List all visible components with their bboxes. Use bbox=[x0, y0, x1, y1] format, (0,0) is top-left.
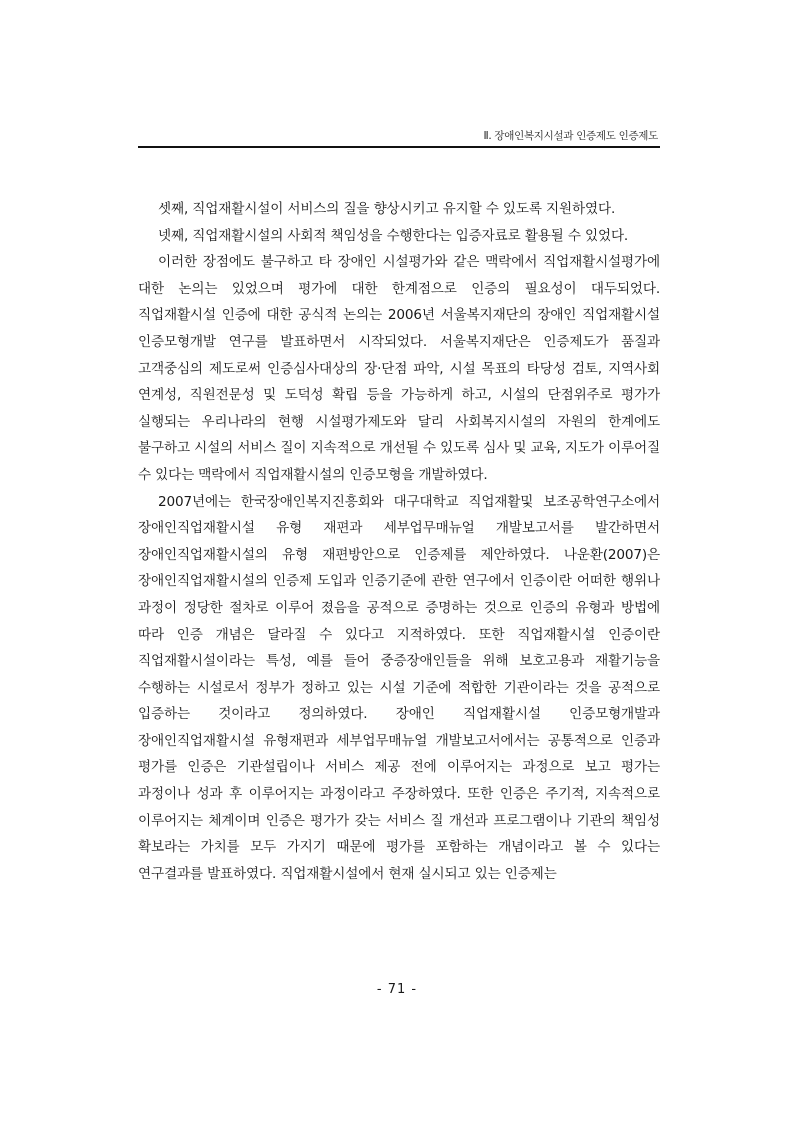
body-text bbox=[138, 196, 660, 887]
paragraph: 셋째, 직업재활시설이 서비스의 질을 향상시키고 유지할 수 있도록 지원하였다. bbox=[158, 201, 616, 217]
paragraph: 넷째, 직업재활시설의 사회적 책임성을 수행한다는 입증자료로 활용될 수 있었다. bbox=[158, 227, 629, 244]
paragraph: 2007년에는 한국장애인복지진흥회와 대구대학교 직업재활및 보조공학연구소에서 장애인직업재활시설 유형 재편과 세부업무매뉴얼 개발보고서를 발간하면서 장애인직업재활시설의 유형 재편방안으로 인증제를 제안하였다. 나운환(2007)은 장애인직업재활시설의 인증제 도입과 인증기준에 관한 연구에서 인증이란 어떠한 행위나 과정이 정당한 절차로 이루어 졌음을 공적으로 증명하는 것으로 인증의 유형과 방법에 따라 인증 개념은 달라질 수 있다고 지적하였다. 또한 직업재활시설 인증이란 직업재활시설이라는 특성, 예를 들어 중증장애인들을 위해 보호고용과 재활기능을 수행하는 시설로서 정부가 정하고 있는 시설 기준에 적합한 기관이라는 것을 공적으로 입증하는 것이라고 정의하였다. 장애인 직업재활시설 인증모형개발과 장애인직업재활시설 유형재편과 세부업무매뉴얼 개발보고서에서는 공통적으로 인증과 평가를 인증은 기관설립이나 서비스 제공 전에 이루어지는 과정으로 보고 평가는 과정이나 성과 후 이루어지는 과정이라고 주장하였다. 또한 인증은 주기적, 지속적으로 이루어지는 체계이며 인증은 평가가 갖는 서비스 질 개선과 프로그램이나 기관의 책임성 확보라는 가치를 모두 가지기 때문에 평가를 포함하는 개념이라고 볼 수 있다는 연구결과를 발표하였다. 직업재활시설에서 현재 실시되고 있는 인증제는 bbox=[138, 493, 660, 882]
running-header: Ⅱ. 장애인복지시설과 인증제도 인증제도 bbox=[483, 130, 658, 142]
paragraph: 이러한 장점에도 불구하고 타 장애인 시설평가와 같은 맥락에서 직업재활시설평가에 대한 논의는 있었으며 평가에 대한 한계점으로 인증의 필요성이 대두되었다. 직업재활시설 인증에 대한 공식적 논의는 2006년 서울복지재단의 장애인 직업재활시설 인증모형개발 연구를 발표하면서 시작되었다. 서울복지재단은 인증제도가 품질과 고객중심의 제도로써 인증심사대상의 장·단점 파악, 시설 목표의 타당성 검토, 지역사회 연계성, 직원전문성 및 도덕성 확립 등을 가능하게 하고, 시설의 단점위주로 평가가 실행되는 우리나라의 현행 시설평가제도와 달리 사회복지시설의 자원의 한계에도 불구하고 시설의 서비스 질이 지속적으로 개선될 수 있도록 심사 및 교육, 지도가 이루어질 수 있다는 맥락에서 직업재활시설의 인증모형을 개발하였다. bbox=[138, 254, 660, 483]
header-divider bbox=[138, 146, 660, 148]
page-number: - 71 - bbox=[376, 982, 418, 997]
